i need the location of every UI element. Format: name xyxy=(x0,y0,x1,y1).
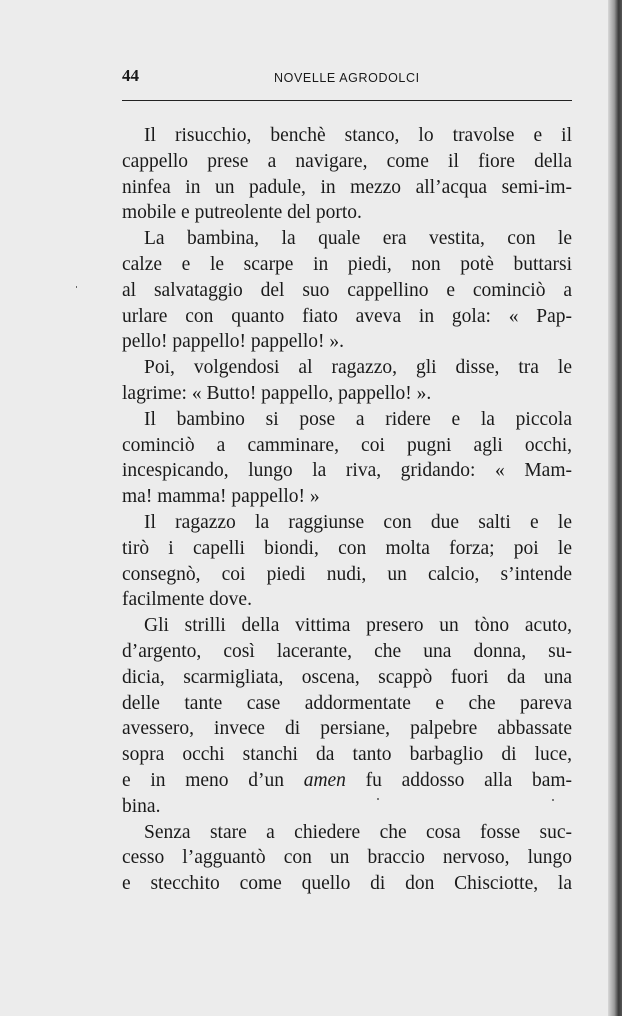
text-line: cappello prese a navigare, come il fiore della xyxy=(122,150,572,172)
text-line: cominciò a camminare, coi pugni agli occhi, xyxy=(122,434,572,456)
text-line: incespicando, lungo la riva, gridando: « Mam- xyxy=(122,460,572,482)
text-line: e stecchito come quello di don Chisciotte, la xyxy=(122,873,572,895)
text-line: ma! mamma! pappello! » xyxy=(122,486,320,508)
text-segment: e in meno d’un xyxy=(122,769,284,791)
paper-speck xyxy=(552,799,554,801)
text-line: dicia, scarmigliata, oscena, scappò fuori da una xyxy=(122,666,572,688)
header-rule xyxy=(122,100,572,101)
text-line: Il risucchio, benchè stanco, lo travolse e il xyxy=(144,125,572,146)
text-line: tirò i capelli biondi, con molta forza; poi le xyxy=(122,537,572,559)
text-line: facilmente dove. xyxy=(122,589,252,611)
text-line: ninfea in un padule, in mezzo all’acqua semi-im- xyxy=(122,176,572,198)
text-line: urlare con quanto fiato aveva in gola: « Pap- xyxy=(122,305,572,327)
text-line-with-italic xyxy=(122,768,572,794)
book-title: NOVELLE AGRODOLCI xyxy=(274,71,420,85)
text-line: lagrime: « Butto! pappello, pappello! ». xyxy=(122,382,432,404)
text-line: Gli strilli della vittima presero un tòno acuto, xyxy=(144,615,572,637)
text-line: pello! pappello! pappello! ». xyxy=(122,331,345,353)
paper-speck xyxy=(76,286,77,288)
text-line: Poi, volgendosi al ragazzo, gli disse, tra le xyxy=(144,357,572,379)
text-line: mobile e putreolente del porto. xyxy=(122,202,362,224)
text-line: La bambina, la quale era vestita, con le xyxy=(144,228,572,250)
page-number: 44 xyxy=(122,66,139,85)
text-line: Il bambino si pose a ridere e la piccola xyxy=(144,408,572,430)
text-line: delle tante case addormentate e che pareva xyxy=(122,692,572,714)
text-line: Senza stare a chiedere che cosa fosse suc- xyxy=(144,821,572,843)
text-line: d’argento, così lacerante, che una donna, su- xyxy=(122,640,572,662)
text-line: Il ragazzo la raggiunse con due salti e le xyxy=(144,511,572,533)
text-line: cesso l’agguantò con un braccio nervoso, lungo xyxy=(122,847,572,869)
paper-speck xyxy=(377,798,379,800)
text-line: al salvataggio del suo cappellino e cominciò a xyxy=(122,279,572,301)
running-head xyxy=(122,66,572,90)
body-text xyxy=(122,123,572,897)
text-line: calze e le scarpe in piedi, non potè buttarsi xyxy=(122,253,572,275)
text-line: avessero, invece di persiane, palpebre abbassate xyxy=(122,718,572,740)
text-line: bina. xyxy=(122,795,161,817)
page-edge-shadow xyxy=(608,0,622,1016)
text-segment: fu addosso alla bam- xyxy=(365,769,573,791)
text-line: consegnò, coi piedi nudi, un calcio, s’intende xyxy=(122,563,572,585)
italic-word: amen xyxy=(303,769,346,791)
text-line: sopra occhi stanchi da tanto barbaglio di luce, xyxy=(122,744,572,766)
